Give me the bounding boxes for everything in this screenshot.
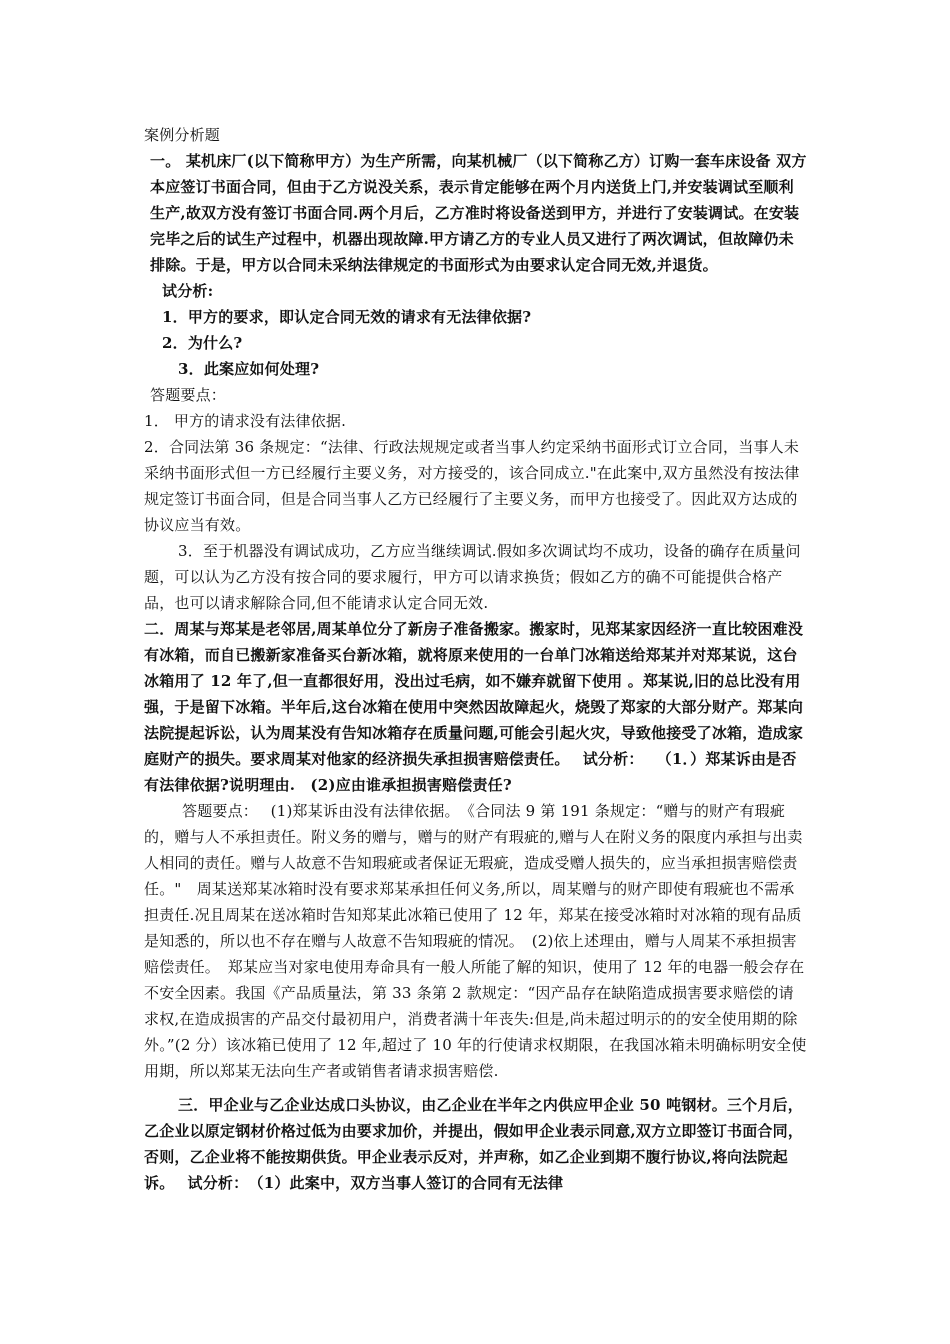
document-page — [144, 122, 808, 1196]
case3-body: 三．甲企业与乙企业达成口头协议，由乙企业在半年之内供应甲企业 50 吨钢材。三个月后，乙企业以原定钢材价格过低为由要求加价，并提出，假如甲企业表示同意,双方立即签订书面合同，否则，乙企业将不能按期供货。甲企业表示反对，并声称，如乙企业到期不腹行协议,将向法院起诉。 试分析： （1）此案中，双方当事人签订的合同有无法律 — [144, 1096, 804, 1192]
case1-answer-3: 3．至于机器没有调试成功，乙方应当继续调试.假如多次调试均不成功，设备的确存在质量问题，可以认为乙方没有按合同的要求履行，甲方可以请求换货；假如乙方的确不可能提供合格产品，也可以请求解除合同,但不能请求认定合同无效. — [144, 542, 801, 612]
case1-answer-2: 2．合同法第 36 条规定：“法律、行政法规规定或者当事人约定采纳书面形式订立合同，当事人未采纳书面形式但一方已经履行主要义务，对方接受的，该合同成立."在此案中,双方虽然没有按法律规定签订书面合同，但是合同当事人乙方已经履行了主要义务，而甲方也接受了。因此双方达成的协议应当有效。 — [144, 438, 800, 534]
section-gap — [144, 1084, 808, 1092]
case1-analysis-label: 试分析: — [162, 282, 214, 300]
case1-body: 一。 某机床厂(以下简称甲方）为生产所需，向某机械厂（以下简称乙方）订购一套车床设备 双方本应签订书面合同，但由于乙方说没关系，表示肯定能够在两个月内送货上门,并安装调试至顺利生产,故双方没有签订书面合同.两个月后，乙方准时将设备送到甲方，并进行了安装调试。在安装完毕之后的试生产过程中，机器出现故障.甲方请乙方的专业人员又进行了两次调试，但故障仍未排除。于是，甲方以合同未采纳法律规定的书面形式为由要求认定合同无效,并退货。 — [150, 152, 807, 274]
case1-answer-1: 1． 甲方的请求没有法律依据. — [144, 412, 347, 430]
case1-question-3: 3．此案应如何处理? — [178, 360, 320, 378]
case2-answer: 答题要点： (1)郑某诉由没有法律依据。 《合同法 9 第 191 条规定：“赠与的财产有瑕疵的，赠与人不承担责任。附义务的赠与，赠与的财产有瑕疵的,赠与人在附义务的限度内承担与出卖人相同的责任。赠与人故意不告知瑕疵或者保证无瑕疵，造成受赠人损失的，应当承担损害赔偿责任。" 周某送郑某冰箱时没有要求郑某承担任何义务,所以，周某赠与的财产即使有瑕疵也不需承担责任.况且周某在送冰箱时告知郑某此冰箱已使用了 12 年，郑某在接受冰箱时对冰箱的现有品质是知悉的，所以也不存在赠与人故意不告知瑕疵的情况。 (2)依上述理由，赠与人周某不承担损害赔偿责任。 郑某应当对家电使用寿命具有一般人所能了解的知识，使用了 12 年的电器一般会存在不安全因素。我国《产品质量法，第 33 条第 2 款规定：“因产品存在缺陷造成损害要求赔偿的请求权,在造成损害的产品交付最初用户，消费者满十年丧失:但是,尚未超过明示的的安全使用期的除外。”(2 分）该冰箱已使用了 12 年,超过了 10 年的行使请求权期限，在我国冰箱未明确标明安全使用期，所以郑某无法向生产者或销售者请求损害赔偿. — [144, 802, 807, 1080]
case1-question-2: 2．为什么? — [162, 334, 243, 352]
case1-question-1: 1．甲方的要求，即认定合同无效的请求有无法律依据? — [162, 308, 532, 326]
case2-body: 二．周某与郑某是老邻居,周某单位分了新房子准备搬家。搬家时，见郑某家因经济一直比较困难没有冰箱，而自已搬新家准备买台新冰箱，就将原来使用的一台单门冰箱送给郑某并对郑某说，这台冰箱用了 12 年了,但一直都很好用，没出过毛病，如不嫌弃就留下使用 。郑某说,旧的总比没有用强，于是留下冰箱。半年后,这台冰箱在使用中突然因故障起火，烧毁了郑家的大部分财产。郑某向法院提起诉讼，认为周某没有告知冰箱存在质量问题,可能会引起火灾，导致他接受了冰箱，造成家庭财产的损失。要求周某对他家的经济损失承担损害赔偿责任。 试分析： （1．）郑某诉由是否有法律依据?说明理由. (2)应由谁承担损害赔偿责任? — [144, 620, 804, 794]
document-heading: 案例分析题 — [144, 126, 221, 144]
case1-answer-label: 答题要点： — [150, 386, 227, 404]
